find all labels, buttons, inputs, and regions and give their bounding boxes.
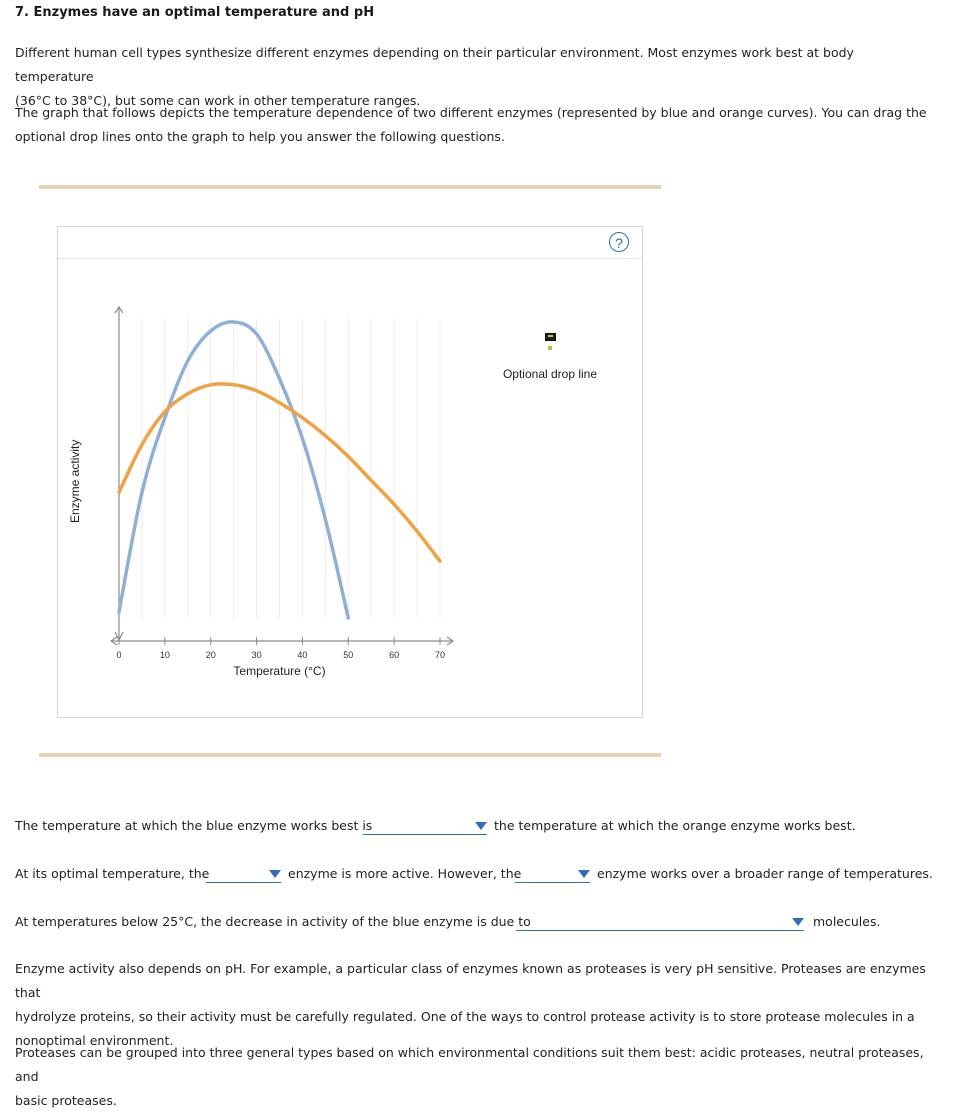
x-tick-label: 40 (297, 650, 308, 660)
x-tick-label: 0 (116, 650, 122, 660)
chevron-down-icon (578, 870, 590, 878)
question-title: 7. Enzymes have an optimal temperature and pH (15, 5, 375, 20)
x-tick-label: 70 (434, 650, 446, 660)
x-tick-label: 10 (159, 650, 170, 660)
q2-text-middle: enzyme is more active. However, the (288, 866, 522, 881)
q1-text-after: the temperature at which the orange enzyme works best. (494, 818, 856, 833)
x-tick-label: 60 (389, 650, 400, 660)
y-axis-label-text: Enzyme activity (68, 439, 82, 523)
ph-line-3: nonoptimal environment. (15, 1033, 174, 1048)
q2-text-before: At its optimal temperature, the (15, 866, 210, 881)
x-axis-label: Temperature (°C) (233, 664, 326, 678)
ph-line-1: Enzyme activity also depends on pH. For example, a particular class of enzymes known as proteases is very pH sensitive. Proteases are enzymes that (15, 961, 926, 1000)
top-divider (39, 185, 661, 189)
graph-intro-line-2: optional drop lines onto the graph to help you answer the following questions. (15, 129, 505, 144)
q3-text-before: At temperatures below 25°C, the decrease in activity of the blue enzyme is due to (15, 914, 531, 929)
ph-paragraph-1 (15, 957, 930, 1053)
graph-intro-line-1: The graph that follows depicts the temperature dependence of two different enzymes (represented by blue and orange curves). You can drag the (15, 105, 927, 120)
x-tick-label: 50 (343, 650, 354, 660)
intro-line-2: (36°C to 38°C), but some can work in other temperature ranges. (15, 93, 421, 108)
intro-line-1: Different human cell types synthesize different enzymes depending on their particular environment. Most enzymes work best at body temperature (15, 45, 854, 84)
q2-text-after: enzyme works over a broader range of temperatures. (597, 866, 933, 881)
x-tick-label: 20 (205, 650, 216, 660)
graph-panel[interactable] (57, 226, 643, 718)
drop-line-tail[interactable] (548, 346, 552, 350)
q1-text-before: The temperature at which the blue enzyme works best is (15, 818, 373, 833)
ph-line-2: hydrolyze proteins, so their activity must be carefully regulated. One of the ways to control protease activity is to store protease molecules in a (15, 1009, 915, 1024)
x-tick-label: 30 (251, 650, 262, 660)
chevron-down-icon (792, 918, 804, 926)
q2-dropdown-1[interactable] (206, 866, 281, 883)
ph-paragraph-2 (15, 1041, 930, 1113)
y-axis-label (60, 439, 90, 523)
q2-dropdown-2[interactable] (515, 866, 590, 883)
chevron-down-icon (269, 870, 281, 878)
drop-line-label[interactable]: Optional drop line (502, 367, 598, 381)
q3-text-after: molecules. (813, 914, 881, 929)
ph2-line-1: Proteases can be grouped into three general types based on which environmental conditions suit them best: acidic proteases, neutral proteases, and (15, 1045, 924, 1084)
drop-line-handle[interactable] (545, 333, 556, 341)
bottom-divider (39, 753, 661, 757)
enzyme-activity-chart[interactable] (58, 227, 642, 717)
chevron-down-icon (475, 822, 487, 830)
ph2-line-2: basic proteases. (15, 1093, 117, 1108)
q3-dropdown[interactable] (516, 914, 804, 931)
graph-intro-paragraph (15, 101, 930, 149)
help-icon[interactable]: ? (609, 232, 629, 252)
q1-dropdown[interactable] (363, 818, 487, 835)
